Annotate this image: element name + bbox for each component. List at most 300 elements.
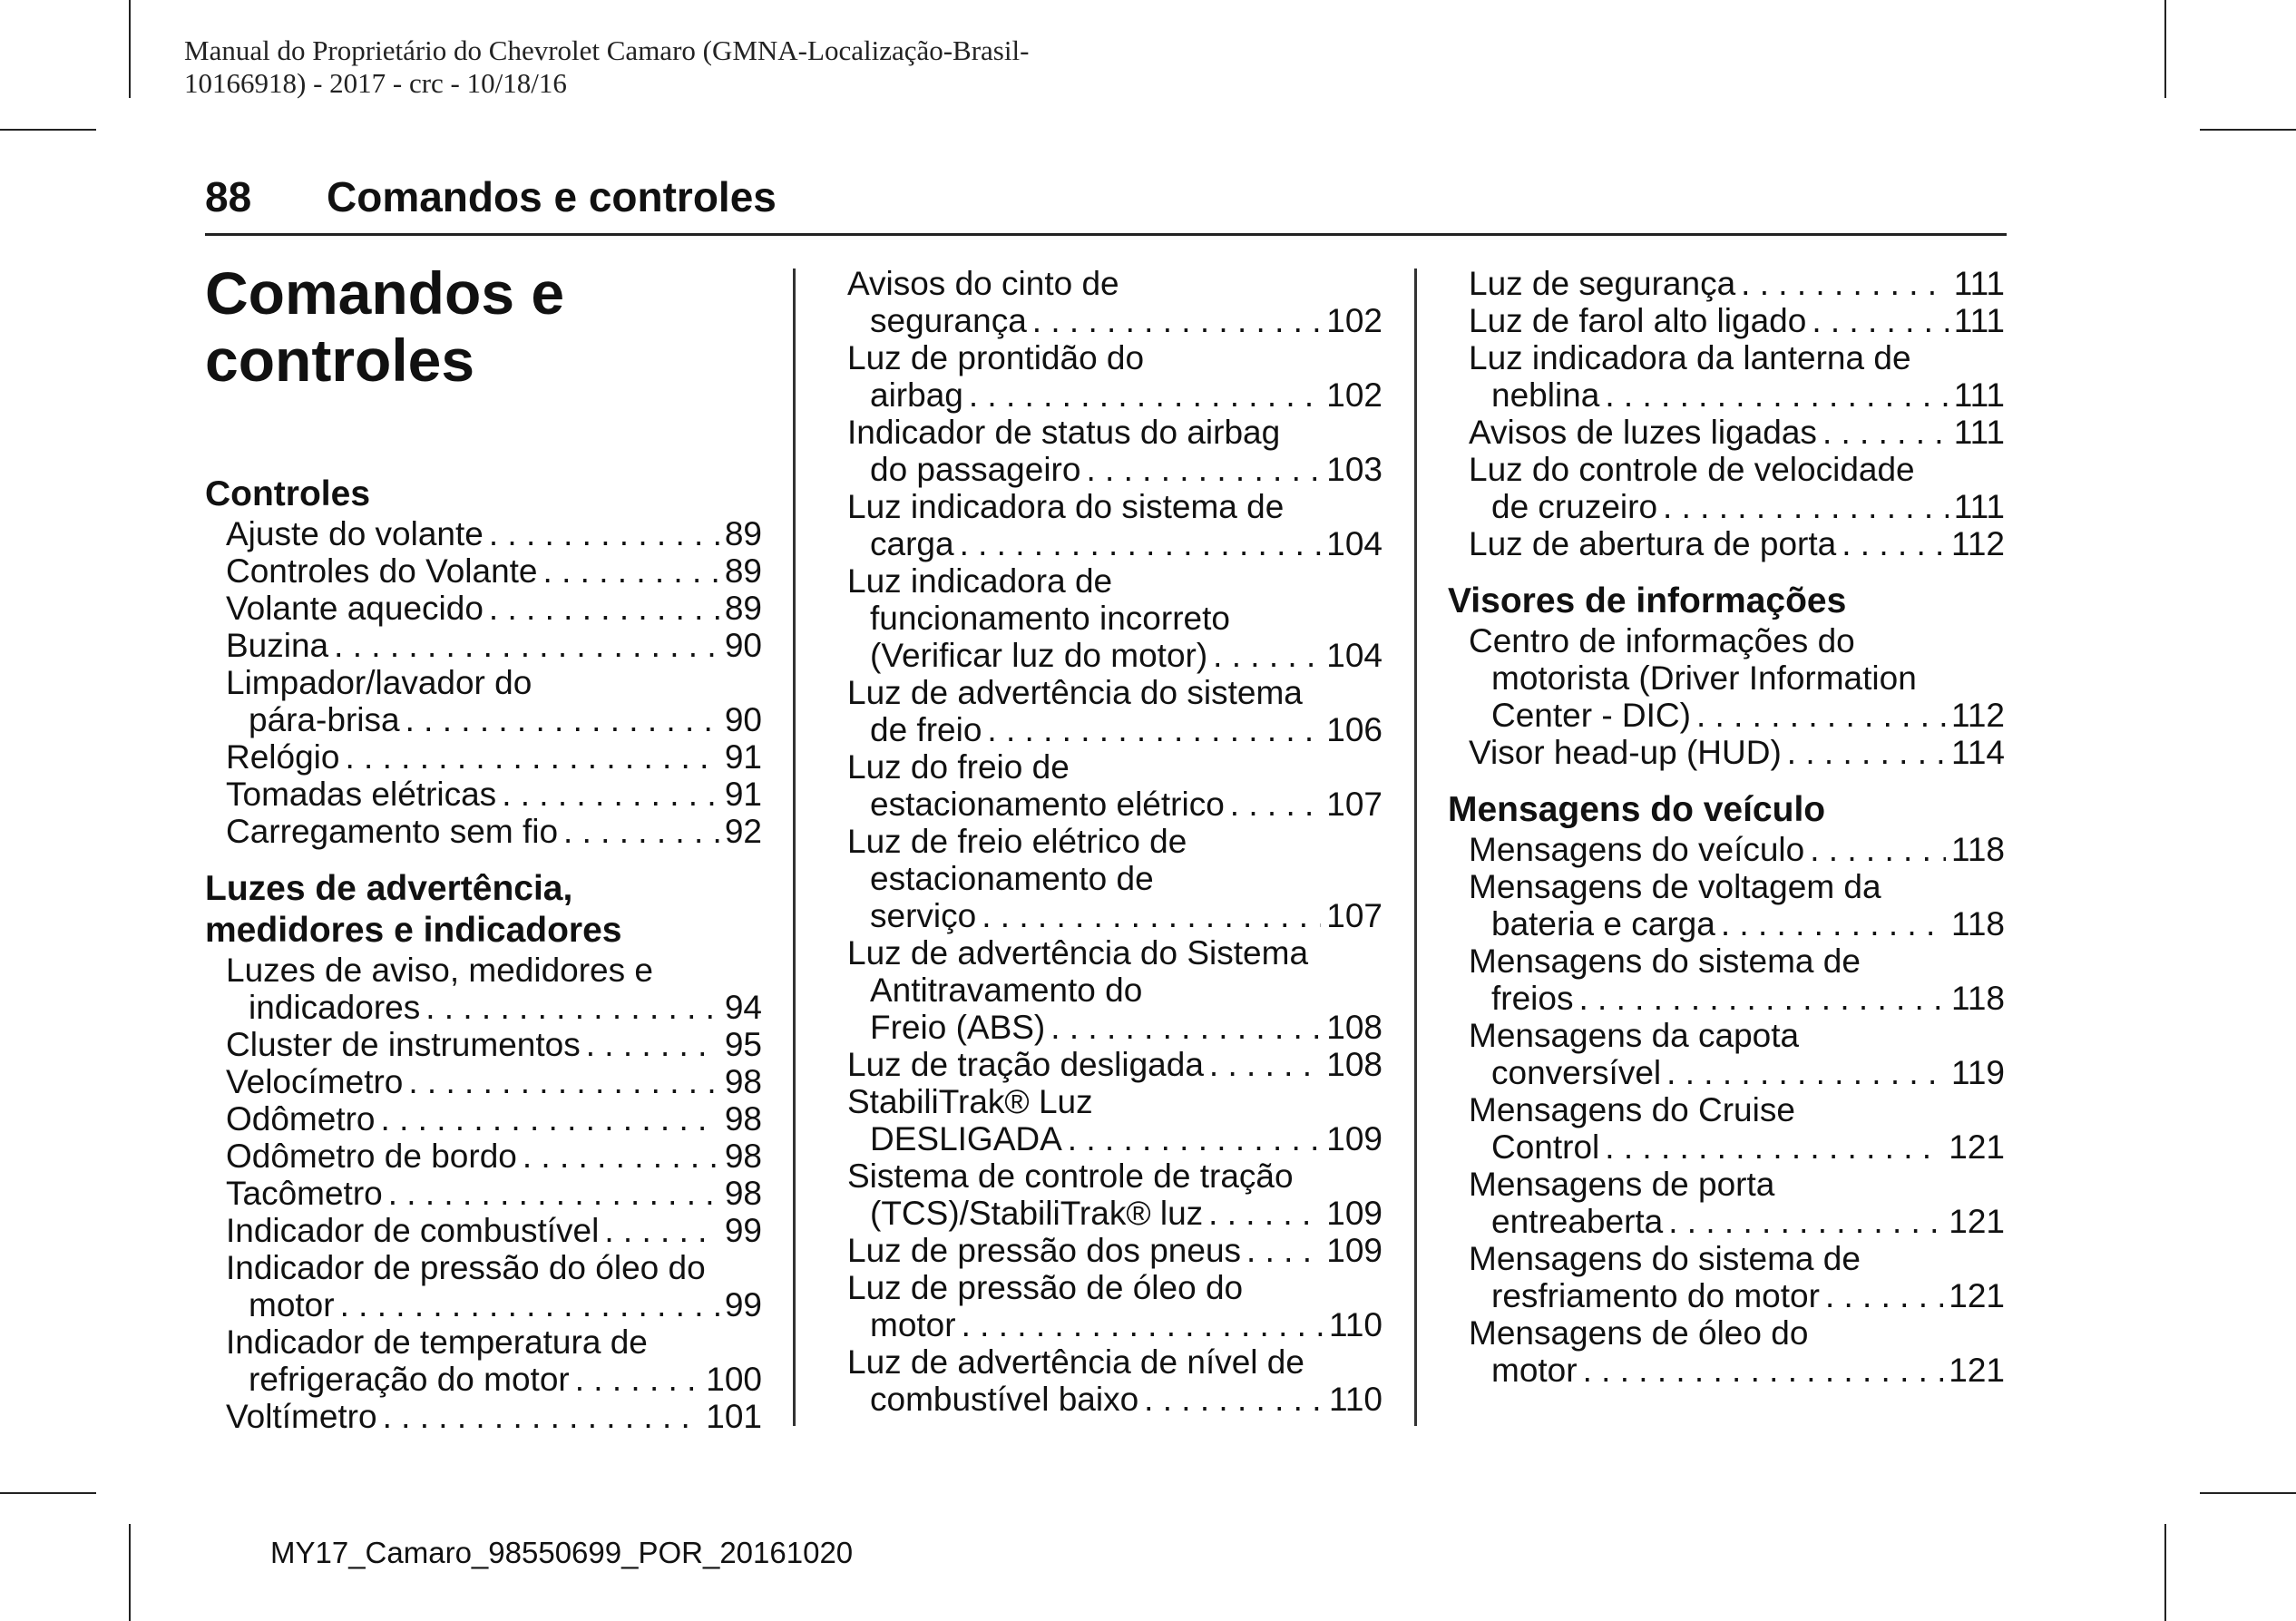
- toc-page-number: 90: [724, 701, 762, 738]
- toc-entry[interactable]: [847, 674, 1382, 748]
- toc-entry-text: Luz de segurança: [1469, 265, 1736, 302]
- toc-entry-line: [847, 711, 1382, 748]
- toc-page-number: 89: [724, 590, 762, 627]
- dot-leader: [1208, 1195, 1321, 1232]
- dot-leader: [523, 1138, 719, 1175]
- toc-entry-line: [847, 972, 1382, 1009]
- toc-entry-text: Buzina: [226, 627, 329, 664]
- toc-entry[interactable]: [1448, 414, 2005, 451]
- toc-entry[interactable]: [847, 1157, 1382, 1232]
- toc-page-number: 118: [1951, 905, 2005, 942]
- toc-page-number: 112: [1951, 525, 2005, 562]
- chapter-title-line: Comandos e: [205, 259, 565, 327]
- toc-page-number: 103: [1326, 451, 1382, 488]
- toc-entry-text: estacionamento elétrico: [870, 786, 1225, 823]
- toc-page-number: 91: [724, 738, 762, 776]
- dot-leader: [1666, 1054, 1946, 1091]
- crop-mark: [2164, 1524, 2166, 1621]
- dot-leader: [1032, 302, 1321, 339]
- toc-entry[interactable]: [205, 776, 762, 813]
- section-heading: [1448, 789, 2005, 831]
- print-header-line: Manual do Proprietário do Chevrolet Camaro (GMNA-Localização-Brasil-: [184, 34, 1030, 66]
- toc-entry-line: [847, 562, 1382, 600]
- toc-entry-line: [226, 590, 762, 627]
- toc-entry-line: [847, 488, 1382, 525]
- toc-entry-line: [847, 1269, 1382, 1306]
- toc-entry[interactable]: [205, 1063, 762, 1100]
- toc-entry-text: airbag: [870, 376, 963, 414]
- toc-page-number: 111: [1953, 265, 2005, 302]
- crop-mark: [0, 129, 96, 131]
- dot-leader: [340, 1286, 719, 1323]
- toc-page-number: 91: [724, 776, 762, 813]
- toc-entry-line: [1469, 265, 2005, 302]
- toc-page-number: 111: [1953, 376, 2005, 414]
- toc-entry-text: Control: [1491, 1128, 1600, 1166]
- toc-entry[interactable]: [847, 339, 1382, 414]
- toc-entry-line: [1469, 1352, 2005, 1389]
- toc-page-number: 98: [724, 1138, 762, 1175]
- toc-entry-text: pára-brisa: [249, 701, 400, 738]
- toc-entry[interactable]: [205, 1398, 762, 1435]
- toc-entry-line: [847, 823, 1382, 860]
- toc-entry-text: Tomadas elétricas: [226, 776, 497, 813]
- dot-leader: [1787, 734, 1946, 771]
- toc-entry-text: funcionamento incorreto: [870, 600, 1230, 637]
- toc-entry-line: [847, 786, 1382, 823]
- dot-leader: [1812, 302, 1948, 339]
- toc-entry[interactable]: [1448, 265, 2005, 302]
- dot-leader: [575, 1361, 701, 1398]
- toc-page-number: 121: [1949, 1352, 2005, 1389]
- toc-entry-line: [847, 1232, 1382, 1269]
- toc-entry-line: [1469, 525, 2005, 562]
- toc-entry-line: [1469, 1166, 2005, 1203]
- toc-page-number: 107: [1326, 897, 1382, 934]
- toc-entry[interactable]: [205, 1138, 762, 1175]
- dot-leader: [543, 552, 719, 590]
- dot-leader: [405, 701, 719, 738]
- toc-page-number: 106: [1326, 711, 1382, 748]
- toc-entry-text: Luz de advertência do sistema: [847, 674, 1303, 711]
- toc-entry-text: Mensagens do Cruise: [1469, 1091, 1795, 1128]
- toc-entry-line: [1469, 302, 2005, 339]
- toc-entry-line: [847, 860, 1382, 897]
- dot-leader: [1068, 1120, 1321, 1157]
- toc-entry-text: Antitravamento do: [870, 972, 1143, 1009]
- toc-entry-text: Mensagens do sistema de: [1469, 1240, 1861, 1277]
- print-header-line: 10166918) - 2017 - crc - 10/18/16: [184, 67, 567, 99]
- toc-entry-line: [1469, 734, 2005, 771]
- toc-entry-line: [1469, 376, 2005, 414]
- toc-entry-line: [226, 1138, 762, 1175]
- toc-entry[interactable]: [1448, 451, 2005, 525]
- toc-entry-line: [847, 1195, 1382, 1232]
- toc-entry-line: [226, 1361, 762, 1398]
- toc-entry-text: Mensagens da capota: [1469, 1017, 1800, 1054]
- toc-entry-line: [226, 1249, 762, 1286]
- toc-entry[interactable]: [1448, 339, 2005, 414]
- toc-page-number: 111: [1953, 302, 2005, 339]
- toc-entry-text: Luz de farol alto ligado: [1469, 302, 1807, 339]
- toc-entry-text: Mensagens de óleo do: [1469, 1314, 1809, 1352]
- toc-entry[interactable]: [847, 562, 1382, 674]
- toc-entry[interactable]: [1448, 622, 2005, 734]
- section-heading-line: Visores de informações: [1448, 581, 1847, 620]
- toc-entry[interactable]: [847, 1046, 1382, 1083]
- dot-leader: [1050, 1009, 1321, 1046]
- toc-entry-line: [226, 776, 762, 813]
- toc-page-number: 98: [724, 1175, 762, 1212]
- toc-entry[interactable]: [1448, 1166, 2005, 1240]
- dot-leader: [563, 813, 719, 850]
- running-header-title: Comandos e controles: [327, 173, 777, 220]
- toc-entry-line: [847, 1083, 1382, 1120]
- dot-leader: [1663, 488, 1949, 525]
- footer-code: MY17_Camaro_98550699_POR_20161020: [270, 1536, 854, 1569]
- toc-entry-line: [226, 552, 762, 590]
- toc-column-1: [205, 259, 762, 1435]
- toc-page-number: 108: [1326, 1046, 1382, 1083]
- toc-entry[interactable]: [1448, 1017, 2005, 1091]
- toc-page-number: 99: [724, 1212, 762, 1249]
- dot-leader: [425, 989, 719, 1026]
- toc-entry[interactable]: [1448, 302, 2005, 339]
- crop-mark: [129, 1524, 131, 1621]
- section-heading-line: Luzes de advertência,: [205, 869, 573, 908]
- toc-entry[interactable]: [205, 1212, 762, 1249]
- toc-entry-text: segurança: [870, 302, 1027, 339]
- print-header-note: [184, 34, 1029, 100]
- toc-page-number: 121: [1949, 1203, 2005, 1240]
- toc-entry-text: Luz de pressão de óleo do: [847, 1269, 1244, 1306]
- toc-page-number: 111: [1953, 414, 2005, 451]
- toc-entry-text: indicadores: [249, 989, 421, 1026]
- toc-page-number: 111: [1953, 488, 2005, 525]
- toc-sections: [1448, 265, 2005, 1389]
- toc-entry[interactable]: [205, 813, 762, 850]
- dot-leader: [502, 776, 719, 813]
- dot-leader: [489, 590, 719, 627]
- toc-entry-text: Luz de freio elétrico de: [847, 823, 1187, 860]
- toc-entry[interactable]: [205, 552, 762, 590]
- toc-page-number: 92: [724, 813, 762, 850]
- toc-entry-line: [1469, 1240, 2005, 1277]
- toc-entry-text: motor: [249, 1286, 335, 1323]
- toc-entry-text: Luz indicadora de: [847, 562, 1113, 600]
- toc-page-number: 112: [1951, 697, 2005, 734]
- dot-leader: [388, 1175, 719, 1212]
- toc-entry[interactable]: [205, 1323, 762, 1398]
- header-rule: [205, 233, 2007, 236]
- toc-entry-text: Cluster de instrumentos: [226, 1026, 581, 1063]
- toc-entry-line: [226, 1212, 762, 1249]
- crop-mark: [0, 1492, 96, 1494]
- toc-page-number: 95: [724, 1026, 762, 1063]
- toc-entry-text: refrigeração do motor: [249, 1361, 570, 1398]
- dot-leader: [1578, 980, 1946, 1017]
- toc-entry-text: Luz de advertência de nível de: [847, 1343, 1304, 1381]
- toc-entry-line: [1469, 942, 2005, 980]
- toc-entry-text: Luzes de aviso, medidores e: [226, 952, 653, 989]
- toc-page-number: 118: [1951, 831, 2005, 868]
- toc-entry-text: Luz de abertura de porta: [1469, 525, 1837, 562]
- toc-entry[interactable]: [205, 1026, 762, 1063]
- toc-entry-text: Velocímetro: [226, 1063, 404, 1100]
- toc-entry-text: Limpador/lavador do: [226, 664, 532, 701]
- toc-page-number: 102: [1326, 376, 1382, 414]
- toc-page-number: 94: [724, 989, 762, 1026]
- toc-entry[interactable]: [847, 934, 1382, 1046]
- toc-page-number: 108: [1326, 1009, 1382, 1046]
- toc-page-number: 109: [1326, 1195, 1382, 1232]
- dot-leader: [987, 711, 1321, 748]
- toc-entry-line: [226, 664, 762, 701]
- toc-entry[interactable]: [1448, 525, 2005, 562]
- page-number: 88: [205, 173, 252, 220]
- toc-entry-text: Indicador de pressão do óleo do: [226, 1249, 706, 1286]
- toc-entry-line: [1469, 451, 2005, 488]
- toc-entry-line: [226, 1398, 762, 1435]
- toc-sections: [847, 265, 1382, 1418]
- toc-entry-line: [1469, 905, 2005, 942]
- toc-page-number: 118: [1951, 980, 2005, 1017]
- toc-entry-text: Sistema de controle de tração: [847, 1157, 1294, 1195]
- toc-entry[interactable]: [1448, 734, 2005, 771]
- toc-entry[interactable]: [847, 823, 1382, 934]
- toc-entry[interactable]: [1448, 1240, 2005, 1314]
- toc-page-number: 110: [1329, 1381, 1382, 1418]
- toc-entry[interactable]: [847, 488, 1382, 562]
- toc-page-number: 89: [724, 515, 762, 552]
- toc-entry-text: estacionamento de: [870, 860, 1154, 897]
- toc-entry-line: [847, 339, 1382, 376]
- toc-entry-text: motor: [1491, 1352, 1578, 1389]
- toc-page-number: 98: [724, 1063, 762, 1100]
- toc-entry[interactable]: [205, 1175, 762, 1212]
- dot-leader: [586, 1026, 719, 1063]
- toc-page-number: 90: [724, 627, 762, 664]
- dot-leader: [1741, 265, 1949, 302]
- dot-leader: [1605, 1128, 1943, 1166]
- toc-entry-text: Volante aquecido: [226, 590, 484, 627]
- toc-entry-text: Luz indicadora do sistema de: [847, 488, 1285, 525]
- toc-entry-line: [847, 674, 1382, 711]
- toc-page-number: 109: [1326, 1120, 1382, 1157]
- toc-entry-text: resfriamento do motor: [1491, 1277, 1820, 1314]
- chapter-title-line: controles: [205, 327, 475, 394]
- toc-column-3: [1448, 265, 2005, 1389]
- toc-page-number: 121: [1949, 1277, 2005, 1314]
- toc-entry-text: freios: [1491, 980, 1574, 1017]
- dot-leader: [1825, 1277, 1943, 1314]
- dot-leader: [1842, 525, 1946, 562]
- dot-leader: [960, 525, 1322, 562]
- toc-entry-line: [226, 1026, 762, 1063]
- toc-entry-line: [847, 265, 1382, 302]
- toc-entry-line: [847, 897, 1382, 934]
- toc-entry-line: [1469, 488, 2005, 525]
- toc-entry-text: Avisos do cinto de: [847, 265, 1119, 302]
- dot-leader: [1230, 786, 1321, 823]
- toc-entry-text: carga: [870, 525, 954, 562]
- dot-leader: [962, 1306, 1324, 1343]
- toc-entry-line: [1469, 339, 2005, 376]
- dot-leader: [1696, 697, 1946, 734]
- toc-entry-text: conversível: [1491, 1054, 1662, 1091]
- toc-entry[interactable]: [205, 627, 762, 664]
- crop-mark: [2164, 0, 2166, 98]
- toc-entry-text: Carregamento sem fio: [226, 813, 559, 850]
- toc-entry-line: [1469, 868, 2005, 905]
- section-heading: [205, 868, 762, 952]
- dot-leader: [1213, 637, 1321, 674]
- toc-entry-line: [226, 701, 762, 738]
- toc-entry-line: [226, 952, 762, 989]
- toc-page-number: 104: [1326, 637, 1382, 674]
- dot-leader: [381, 1100, 719, 1138]
- dot-leader: [1209, 1046, 1321, 1083]
- toc-entry-line: [847, 748, 1382, 786]
- dot-leader: [1605, 376, 1948, 414]
- toc-entry[interactable]: [847, 1232, 1382, 1269]
- toc-entry-text: Luz de tração desligada: [847, 1046, 1204, 1083]
- toc-page-number: 99: [724, 1286, 762, 1323]
- toc-entry-text: Freio (ABS): [870, 1009, 1046, 1046]
- toc-entry-text: Luz do freio de: [847, 748, 1070, 786]
- toc-entry-line: [847, 1306, 1382, 1343]
- toc-entry-line: [226, 813, 762, 850]
- toc-entry[interactable]: [847, 1343, 1382, 1418]
- dot-leader: [383, 1398, 701, 1435]
- toc-entry-line: [1469, 1054, 2005, 1091]
- toc-entry-text: DESLIGADA: [870, 1120, 1062, 1157]
- toc-entry-text: bateria e carga: [1491, 905, 1715, 942]
- toc-entry-text: StabiliTrak® Luz: [847, 1083, 1093, 1120]
- toc-entry-line: [847, 1046, 1382, 1083]
- toc-entry-text: Controles do Volante: [226, 552, 538, 590]
- dot-leader: [408, 1063, 718, 1100]
- toc-entry[interactable]: [1448, 831, 2005, 868]
- toc-page-number: 121: [1949, 1128, 2005, 1166]
- toc-page-number: 110: [1329, 1306, 1382, 1343]
- toc-entry-line: [847, 1157, 1382, 1195]
- toc-entry[interactable]: [205, 664, 762, 738]
- toc-entry-line: [847, 934, 1382, 972]
- toc-entry[interactable]: [205, 1249, 762, 1323]
- toc-entry-text: Luz indicadora da lanterna de: [1469, 339, 1911, 376]
- toc-entry-line: [847, 1381, 1382, 1418]
- toc-entry[interactable]: [847, 414, 1382, 488]
- toc-entry-text: Luz de pressão dos pneus: [847, 1232, 1242, 1269]
- toc-entry[interactable]: [847, 1269, 1382, 1343]
- toc-page-number: 107: [1326, 786, 1382, 823]
- toc-entry-line: [847, 1120, 1382, 1157]
- dot-leader: [1810, 831, 1946, 868]
- toc-entry-text: Visor head-up (HUD): [1469, 734, 1782, 771]
- toc-entry[interactable]: [847, 748, 1382, 823]
- section-heading: [1448, 581, 2005, 622]
- toc-entry-line: [1469, 697, 2005, 734]
- toc-page-number: 100: [706, 1361, 762, 1398]
- toc-entry[interactable]: [1448, 1314, 2005, 1389]
- column-divider: [793, 269, 796, 1426]
- running-header: [205, 172, 777, 221]
- toc-entry-text: Center - DIC): [1491, 697, 1691, 734]
- toc-entry-text: do passageiro: [870, 451, 1081, 488]
- toc-entry-line: [1469, 831, 2005, 868]
- toc-entry-line: [847, 600, 1382, 637]
- toc-entry-line: [226, 627, 762, 664]
- section-heading-line: Mensagens do veículo: [1448, 790, 1826, 829]
- toc-entry-text: entreaberta: [1491, 1203, 1664, 1240]
- toc-entry[interactable]: [205, 590, 762, 627]
- toc-page-number: 101: [706, 1398, 762, 1435]
- toc-page-number: 102: [1326, 302, 1382, 339]
- dot-leader: [334, 627, 719, 664]
- toc-entry-text: Indicador de status do airbag: [847, 414, 1281, 451]
- toc-entry-line: [1469, 1128, 2005, 1166]
- toc-entry[interactable]: [847, 265, 1382, 339]
- dot-leader: [1086, 451, 1321, 488]
- toc-entry-text: Ajuste do volante: [226, 515, 484, 552]
- toc-entry-text: Indicador de combustível: [226, 1212, 600, 1249]
- toc-entry-line: [847, 1343, 1382, 1381]
- toc-entry[interactable]: [205, 738, 762, 776]
- toc-column-2: [847, 265, 1382, 1418]
- toc-entry-text: Avisos de luzes ligadas: [1469, 414, 1817, 451]
- chapter-title: [205, 259, 762, 394]
- dot-leader: [1144, 1381, 1324, 1418]
- toc-entry-line: [847, 1009, 1382, 1046]
- toc-entry[interactable]: [847, 1083, 1382, 1157]
- toc-entry-line: [1469, 622, 2005, 659]
- dot-leader: [489, 515, 719, 552]
- section-heading: [205, 474, 762, 515]
- toc-entry-text: Luz do controle de velocidade: [1469, 451, 1915, 488]
- toc-entry[interactable]: [205, 1100, 762, 1138]
- toc-entry[interactable]: [1448, 942, 2005, 1017]
- toc-entry-text: Relógio: [226, 738, 340, 776]
- toc-entry[interactable]: [1448, 868, 2005, 942]
- toc-entry-text: (Verificar luz do motor): [870, 637, 1208, 674]
- toc-entry-line: [226, 515, 762, 552]
- dot-leader: [982, 897, 1321, 934]
- toc-entry-text: motor: [870, 1306, 956, 1343]
- dot-leader: [1822, 414, 1949, 451]
- dot-leader: [604, 1212, 719, 1249]
- toc-entry-line: [1469, 1203, 2005, 1240]
- toc-entry-line: [847, 414, 1382, 451]
- dot-leader: [1246, 1232, 1321, 1269]
- dot-leader: [1721, 905, 1946, 942]
- section-heading-line: medidores e indicadores: [205, 911, 622, 950]
- toc-entry-text: Mensagens do sistema de: [1469, 942, 1861, 980]
- toc-page-number: 109: [1326, 1232, 1382, 1269]
- toc-entry[interactable]: [1448, 1091, 2005, 1166]
- toc-entry-line: [847, 302, 1382, 339]
- crop-mark: [129, 0, 131, 98]
- toc-page-number: 119: [1951, 1054, 2005, 1091]
- toc-entry[interactable]: [205, 515, 762, 552]
- dot-leader: [1668, 1203, 1943, 1240]
- toc-entry-text: Indicador de temperatura de: [226, 1323, 648, 1361]
- toc-entry-line: [847, 637, 1382, 674]
- toc-entry-text: Voltímetro: [226, 1398, 377, 1435]
- toc-entry-line: [1469, 414, 2005, 451]
- toc-entry[interactable]: [205, 952, 762, 1026]
- toc-entry-text: motorista (Driver Information: [1491, 659, 1917, 697]
